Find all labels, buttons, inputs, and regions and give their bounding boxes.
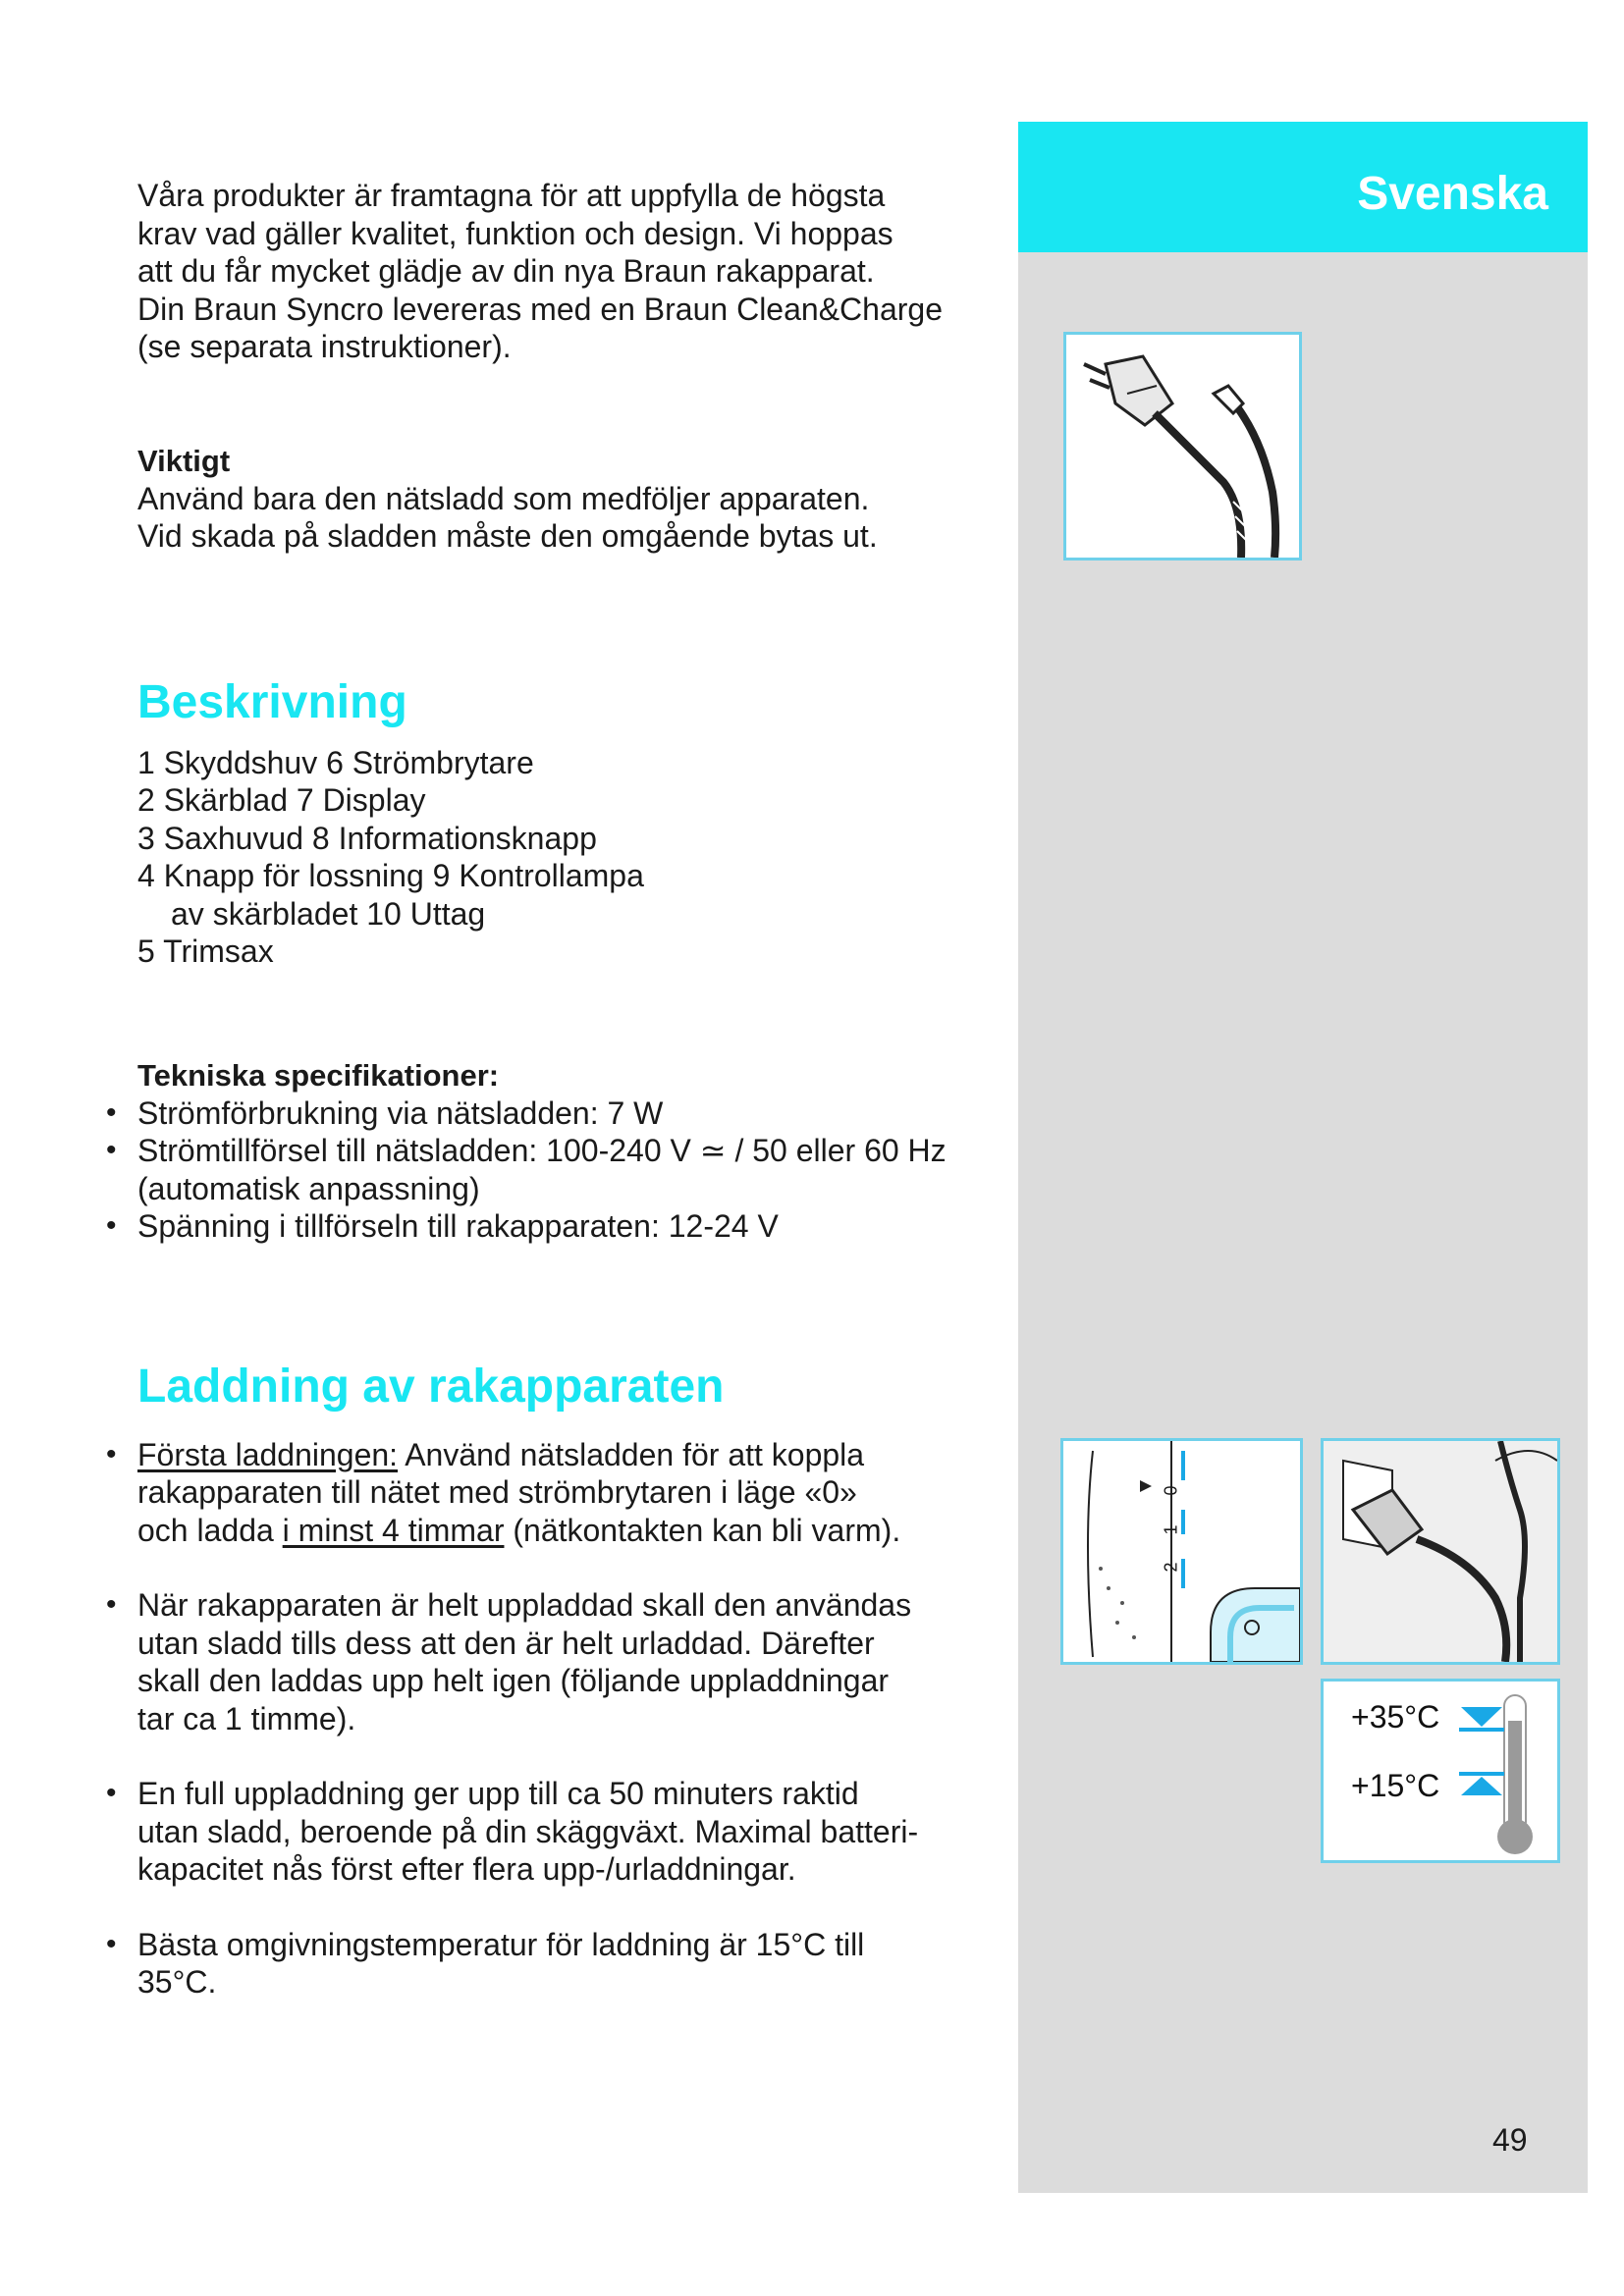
important-line: Vid skada på sladden måste den omgående bytas ut. — [137, 518, 878, 554]
description-list — [137, 744, 982, 971]
charging-text: 35°C. — [137, 1964, 217, 2000]
temp-low-label: +15°C — [1351, 1768, 1440, 1803]
charging-text: utan sladd tills dess att den är helt urladdad. Därefter — [137, 1625, 875, 1661]
charging-heading: Laddning av rakapparaten — [137, 1360, 725, 1413]
language-band — [1018, 122, 1588, 252]
switch-figure — [1060, 1438, 1303, 1665]
important-line: Använd bara den nätsladd som medföljer apparaten. — [137, 480, 870, 516]
charging-text: tar ca 1 timme). — [137, 1700, 356, 1736]
charging-item — [137, 1926, 982, 2002]
intro-line: (se separata instruktioner). — [137, 329, 512, 364]
first-charge-label: Första laddningen: — [137, 1436, 399, 1472]
description-line: av skärbladet 10 Uttag — [171, 895, 486, 932]
description-line: 5 Trimsax — [137, 934, 274, 969]
charging-list — [137, 1436, 982, 2002]
description-line: 4 Knapp för lossning 9 Kontrollampa — [137, 858, 644, 893]
charging-item — [137, 1775, 982, 1889]
switch-label-0: 0 — [1161, 1485, 1181, 1496]
charging-text: rakapparaten till nätet med strömbrytaren i läge «0» — [137, 1474, 857, 1510]
description-line: 2 Skärblad 7 Display — [137, 782, 426, 818]
power-cord-figure — [1063, 332, 1302, 561]
description-heading: Beskrivning — [137, 675, 407, 728]
important-section — [137, 443, 982, 556]
intro-line: Våra produkter är framtagna för att uppfylla de högsta — [137, 178, 886, 213]
language-title: Svenska — [1357, 168, 1548, 220]
specs-item: • Spänning i tillförseln till rakapparaten: 12-24 V — [137, 1207, 982, 1246]
switch-label-1: 1 — [1161, 1524, 1181, 1535]
intro-paragraph — [137, 177, 982, 366]
charging-text: En full uppladdning ger upp till ca 50 minuters raktid — [137, 1776, 859, 1811]
temperature-figure — [1321, 1679, 1560, 1863]
plug-icon — [1066, 335, 1299, 558]
wall-socket-icon — [1324, 1441, 1557, 1662]
main-content — [137, 177, 982, 2002]
charging-text: och ladda — [137, 1512, 283, 1548]
specs-item: • Strömtillförsel till nätsladden: 100-240 V ≃ / 50 eller 60 Hz — [137, 1132, 982, 1170]
charging-text: skall den laddas upp helt igen (följande uppladdningar — [137, 1663, 890, 1698]
page-number: 49 — [1492, 2122, 1528, 2158]
intro-line: att du får mycket glädje av din nya Braun rakapparat. — [137, 253, 875, 289]
charging-text: Använd nätsladden för att koppla — [398, 1436, 865, 1472]
specs-section — [137, 1057, 982, 1246]
charging-text: kapacitet nås först efter flera upp-/urladdningar. — [137, 1851, 796, 1887]
thermometer-icon — [1324, 1682, 1557, 1860]
specs-item: • Strömförbrukning via nätsladden: 7 W — [137, 1095, 982, 1133]
intro-line: Din Braun Syncro levereras med en Braun Clean&Charge — [137, 291, 943, 327]
charging-item — [137, 1586, 982, 1737]
description-line: 3 Saxhuvud 8 Informationsknapp — [137, 820, 597, 856]
switch-label-2: 2 — [1161, 1562, 1181, 1573]
intro-line: krav vad gäller kvalitet, funktion och design. Vi hoppas — [137, 215, 893, 251]
important-title: Viktigt — [137, 443, 231, 478]
temp-high-label: +35°C — [1351, 1699, 1440, 1735]
description-line: 1 Skyddshuv 6 Strömbrytare — [137, 744, 534, 780]
specs-item-continuation: (automatisk anpassning) — [137, 1170, 480, 1206]
charging-item-first — [137, 1436, 982, 1550]
socket-figure — [1321, 1438, 1560, 1665]
specs-list — [137, 1095, 982, 1246]
charging-text: utan sladd, beroende på din skäggväxt. Maximal batteri- — [137, 1813, 919, 1849]
min-hours-text: i minst 4 timmar — [282, 1512, 505, 1548]
charging-text: När rakapparaten är helt uppladdad skall den användas — [137, 1587, 912, 1623]
shaver-switch-icon — [1063, 1441, 1300, 1662]
specs-title: Tekniska specifikationer: — [137, 1057, 500, 1093]
charging-text: Bästa omgivningstemperatur för laddning är 15°C till — [137, 1926, 865, 1962]
charging-text: (nätkontakten kan bli varm). — [504, 1512, 901, 1548]
